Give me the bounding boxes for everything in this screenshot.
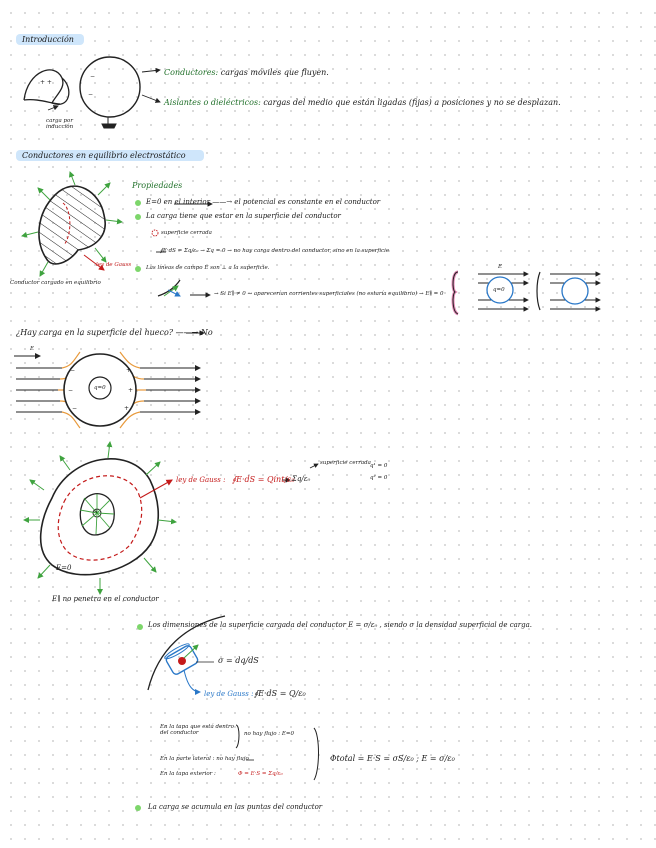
gauss-sup-cerrada: superficie cerrada [320, 460, 371, 466]
tapa-exterior-label: En la tapa exterior : [160, 771, 216, 777]
surface-bullet-1-text: Los dimensiones de la superficie cargada del conductor E = σ/ε₀ , siendo σ la densidad superficial de carga. [148, 621, 533, 629]
lateral-label: En la parte lateral : no hay flujo [160, 756, 249, 762]
charged-conductor-sketch [22, 172, 122, 276]
field-box-q-label: q=0 [493, 287, 505, 293]
sigma-equation: σ = dq/dS [218, 656, 259, 665]
hollow-conductor-field [14, 333, 204, 428]
svg-text:−: − [88, 91, 94, 98]
surface-gauss-label: ley de Gauss : [204, 690, 254, 698]
perpendicular-note: → Si E∥ ≠ 0 → aparecerían corrientes superficiales (no estaría equilibrio) → E∥ = 0 [214, 291, 444, 297]
conductores-line [164, 68, 329, 77]
gauss-arrow-equation: Σq/ε₀ [292, 475, 311, 483]
tapa-dentro-result: no hay flujo : E=0 [244, 731, 294, 737]
e-parallel-note [52, 595, 159, 603]
field-box-diagrams [453, 272, 600, 314]
tapa-dentro-label: En la tapa que está dentro del conductor [160, 724, 234, 737]
prop3-text: Las líneas de campo E son ⊥ a la superficie. [146, 265, 270, 271]
prop1-bullet [135, 200, 141, 206]
tapa-exterior-result: Φ = E·S = Σq/ε₀ [238, 771, 283, 777]
center-charge-label: q [94, 508, 98, 514]
svg-text:−: − [90, 73, 96, 80]
aislantes-desc: cargas del medio que están ligadas (fijas) a posiciones y no se desplazan. [263, 98, 561, 107]
svg-text:−: − [68, 387, 74, 394]
heading-intro: Introducción [16, 34, 84, 45]
hollow-q-label: q=0 [94, 385, 106, 391]
intro-rod-and-sphere [24, 57, 160, 128]
prop3-bullet [135, 266, 141, 272]
conductores-desc: cargas móviles que fluyen. [220, 68, 329, 77]
e-parallel-text: E∥ no penetra en el conductor [52, 595, 159, 603]
gauss-equation: ∮E·dS = Σq/ε₀ → Σq = 0 → no hay carga dentro del conductor, sino en la superficie [160, 248, 390, 254]
svg-text:+ +: + + [40, 79, 52, 86]
prop2-bullet [135, 214, 141, 220]
q1-label: q¹ = 0 [370, 463, 388, 469]
svg-text:−: − [70, 367, 76, 374]
aislantes-line [164, 98, 561, 107]
sup-cerrada-label: superficie cerrada [161, 230, 212, 236]
hollow-e-label: E [30, 346, 35, 352]
hollow-question: ¿Hay carga en la superficie del hueco? ——→ No [16, 328, 213, 337]
gauss-law-label: ley de Gauss : [176, 476, 226, 484]
aislantes-term: Aislantes o dieléctricos: [164, 98, 261, 107]
phi-total-equation: Φtotal = E·S = σS/ε₀ ; E = σ/ε₀ [330, 754, 455, 763]
svg-text:+: + [124, 405, 130, 412]
gauss-law-equation: ∮E·dS = Qint/ε₀ [232, 475, 295, 484]
svg-text:+: + [128, 387, 134, 394]
prop2-text: La carga tiene que estar en la superficie del conductor [146, 212, 341, 220]
svg-text:−: − [72, 405, 78, 412]
svg-text:+: + [126, 367, 132, 374]
conductor-label: Conductor cargado en equilibrio [10, 280, 101, 286]
q2-label: q² = 0 [370, 475, 388, 481]
surface-bullet-2 [135, 805, 141, 811]
conductores-term: Conductores: [164, 68, 219, 77]
propiedades-heading: Propiedades [132, 181, 183, 190]
gauss-small-label: ley de Gauss [96, 262, 132, 268]
surface-bullet-2-text: La carga se acumula en las puntas del conductor [148, 803, 323, 811]
e-zero-label: E=0 [56, 564, 72, 572]
heading-equilibrium: Conductores en equilibrio electrostático [16, 150, 204, 161]
surface-bullet-1 [137, 624, 143, 630]
prop1-text: E=0 en el interior ——→ el potencial es constante en el conductor [146, 198, 381, 206]
induced-charge-label: carga por inducción [46, 118, 74, 131]
surface-gauss-equation: ∮E·dS = Q/ε₀ [254, 689, 306, 698]
field-box-e-label: E [498, 264, 503, 270]
